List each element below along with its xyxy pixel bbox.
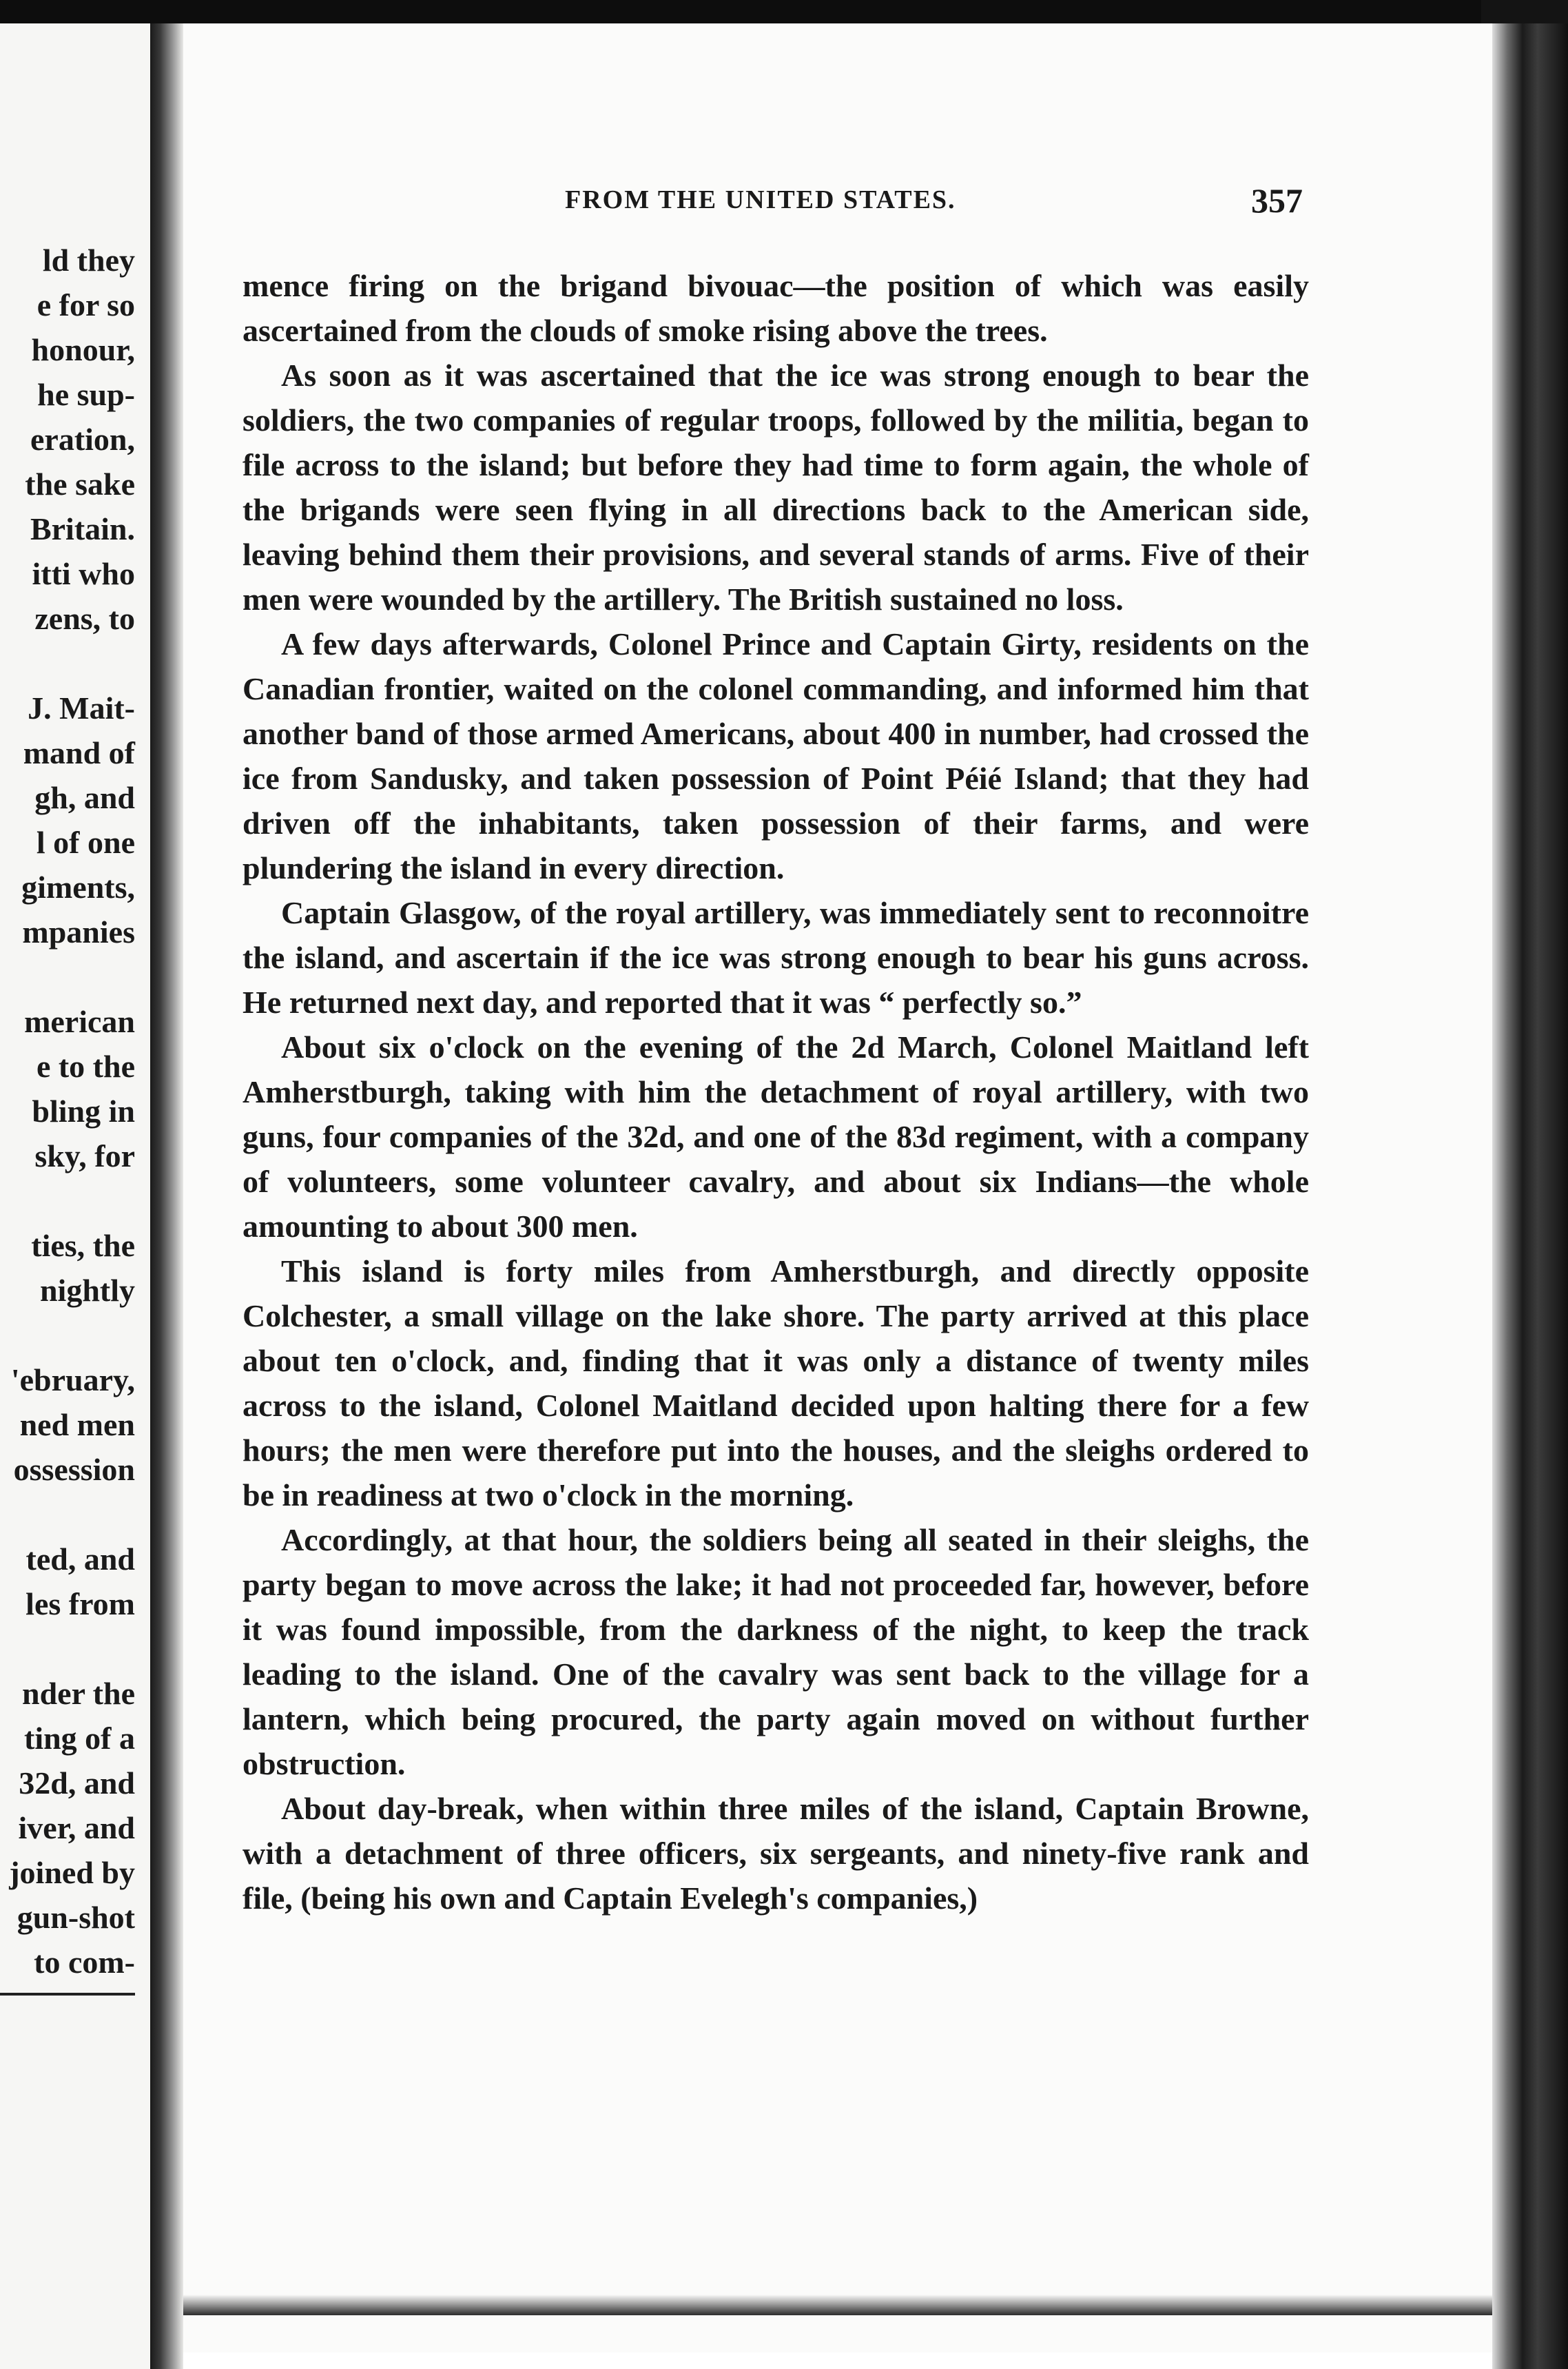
paragraph-8: About day-break, when within three miles of the island, Captain Browne, with a detachment of three officers, six sergeants, and ninety-five rank and file, (being his own and Captain Evelegh's companies,)	[243, 1791, 1309, 1916]
book-right-edge	[1492, 23, 1568, 2369]
facing-page-line: giments,	[21, 870, 135, 905]
paragraph-1: mence firing on the brigand bivouac—the position of which was easily ascertained from the clouds of smoke rising above the trees.	[243, 268, 1309, 348]
facing-page-line: sky, for	[34, 1138, 135, 1173]
facing-page-line: e to the	[36, 1049, 135, 1084]
paragraph-5: About six o'clock on the evening of the 2d March, Colonel Maitland left Amherstburgh, taking with him the detachment of royal artillery, with two guns, four companies of the 32d, and one of the 83d regiment, with a company of volunteers, some volunteer cavalry, and about six Indians—the whole amounting to about 300 men.	[243, 1029, 1309, 1244]
facing-page-line: mand of	[23, 735, 135, 770]
facing-page-line: 'ebruary,	[10, 1362, 135, 1397]
facing-page-line: zens, to	[34, 601, 135, 636]
paragraph-6: This island is forty miles from Amherstburgh, and directly opposite Colchester, a small village on the lake shore. The party arrived at this place about ten o'clock, and, finding that it was only a distance of twenty miles across to the island, Colonel Maitland decided upon halting there for a few hours; the men were therefore put into the houses, and the sleighs ordered to be in readiness at two o'clock in the morning.	[243, 1253, 1309, 1512]
facing-page-line: iver, and	[18, 1810, 135, 1845]
facing-page-line: the sake	[25, 466, 135, 502]
facing-page-line: les from	[25, 1586, 135, 1621]
page-number: 357	[1251, 181, 1303, 220]
facing-page-line: ld they	[42, 243, 135, 278]
facing-page-line: gun-shot	[17, 1900, 135, 1935]
facing-page-line: he sup-	[37, 377, 135, 412]
facing-page-line: itti who	[32, 556, 135, 591]
facing-page-line: mpanies	[22, 914, 135, 950]
body-text	[243, 263, 1309, 1920]
facing-page-line: bling in	[32, 1094, 135, 1129]
facing-page-line: e for so	[37, 287, 135, 322]
scan-top-border	[0, 0, 1568, 23]
paragraph-3: A few days afterwards, Colonel Prince and Captain Girty, residents on the Canadian frontier, waited on the colonel commanding, and informed him that another band of those armed Americans, about 400 in number, had crossed the ice from Sandusky, and taken possession of Point Péié Island; that they had driven off the inhabitants, taken possession of their farms, and were plundering the island in every direction.	[243, 626, 1309, 885]
facing-page-line: nightly	[39, 1273, 135, 1308]
paragraph-7: Accordingly, at that hour, the soldiers being all seated in their sleighs, the party began to move across the lake; it had not proceeded far, however, before it was found impossible, from the darkness of the night, to keep the track leading to the island. One of the cavalry was sent back to the village for a lantern, which being procured, the party again moved on without further obstruction.	[243, 1522, 1309, 1781]
paragraph-4: Captain Glasgow, of the royal artillery, was immediately sent to reconnoitre the island, and ascertain if the ice was strong enough to bear his guns across. He returned next day, and reported that it was “ perfectly so.”	[243, 895, 1309, 1020]
facing-page-line: ties, the	[31, 1228, 135, 1263]
facing-page-line: nder the	[22, 1676, 135, 1711]
facing-page-line: joined by	[9, 1855, 135, 1890]
running-head: FROM THE UNITED STATES.	[565, 185, 956, 214]
facing-page-line: ting of a	[24, 1721, 135, 1756]
facing-page-line: gh, and	[34, 780, 135, 815]
paragraph-2: As soon as it was ascertained that the ice was strong enough to bear the soldiers, the two companies of regular troops, followed by the militia, began to file across to the island; but before they had time to form again, the whole of the brigands were seen flying in all directions back to the American side, leaving behind them their provisions, and several stands of arms. Five of their men were wounded by the artillery. The British sustained no loss.	[243, 358, 1309, 617]
facing-page-fragment	[0, 23, 150, 2369]
page-bottom-edge	[183, 2295, 1492, 2315]
facing-page-line: Britain.	[30, 511, 135, 546]
facing-page-line: merican	[24, 1004, 135, 1039]
facing-page-line: to com-	[34, 1945, 135, 1980]
book-gutter	[150, 23, 183, 2369]
facing-page-line: honour,	[31, 332, 135, 367]
facing-page-line: ossession	[13, 1452, 135, 1487]
facing-page-line: J. Mait-	[28, 690, 135, 726]
facing-page-line: eration,	[30, 422, 135, 457]
facing-page-line: l of one	[36, 825, 135, 860]
facing-page-line: ted, and	[25, 1541, 135, 1577]
facing-page-footnote-rule	[0, 1993, 135, 1996]
facing-page-line: ned men	[19, 1407, 135, 1442]
facing-page-line: 32d, and	[19, 1765, 135, 1801]
